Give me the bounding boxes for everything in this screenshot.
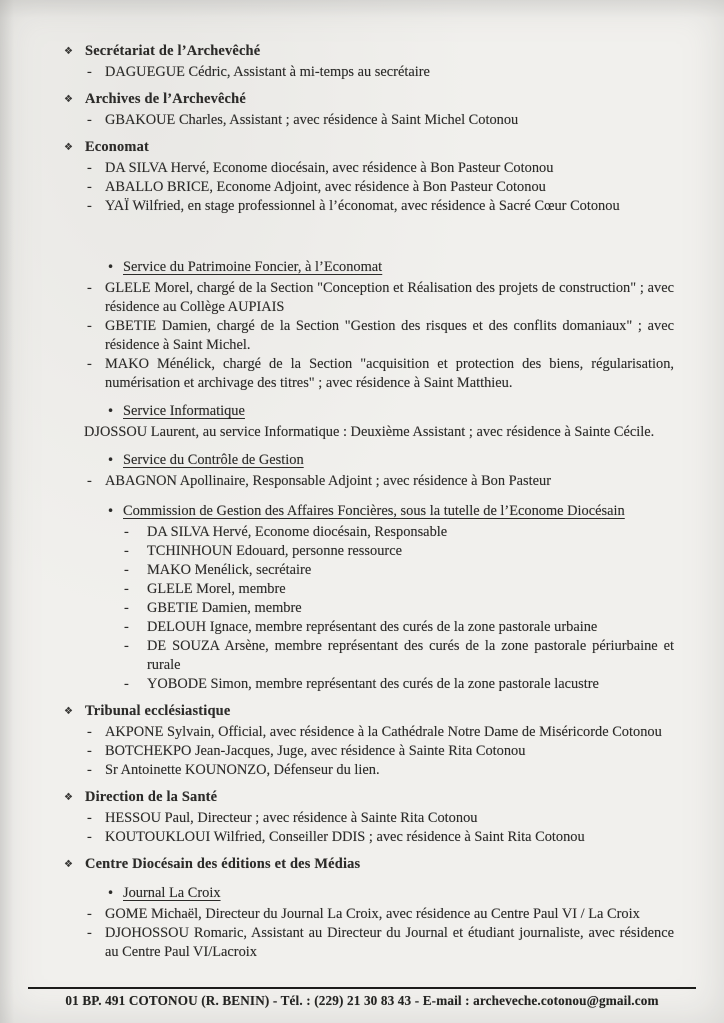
round-bullet-icon: • bbox=[107, 504, 115, 518]
dash-marker-icon: - bbox=[87, 318, 92, 334]
commission-member bbox=[124, 637, 674, 675]
entry-text: BOTCHEKPO Jean-Jacques, Juge, avec résidence à Sainte Rita Cotonou bbox=[105, 743, 526, 759]
commission-6 bbox=[64, 502, 674, 694]
entry-text: ABAGNON Apollinaire, Responsable Adjoint ; avec résidence à Bon Pasteur bbox=[105, 473, 552, 489]
directory-entry bbox=[87, 111, 674, 130]
service-title: Service du Patrimoine Foncier, à l’Economat bbox=[123, 259, 383, 275]
entry-text: HESSOU Paul, Directeur ; avec résidence à Sainte Rita Cotonou bbox=[105, 810, 478, 826]
dash-marker-icon: - bbox=[124, 600, 129, 616]
diamond-bullet-icon: ❖ bbox=[64, 94, 73, 105]
section-heading bbox=[64, 90, 674, 110]
section-heading bbox=[64, 702, 674, 722]
directory-entry bbox=[87, 809, 674, 828]
service-title: Journal La Croix bbox=[123, 885, 221, 901]
entry-text: YOBODE Simon, membre représentant des curés de la zone pastorale lacustre bbox=[147, 676, 599, 692]
entry-text: GBETIE Damien, chargé de la Section "Gestion des risques et des conflits domaniaux" ; avec résidence à Saint Michel. bbox=[105, 318, 674, 353]
entry-text: DAGUEGUE Cédric, Assistant à mi-temps au secrétaire bbox=[105, 64, 430, 80]
section-heading bbox=[64, 788, 674, 808]
section-heading bbox=[64, 42, 674, 62]
section-title: Direction de la Santé bbox=[85, 789, 218, 805]
section-0 bbox=[64, 42, 674, 82]
section-title: Tribunal ecclésiastique bbox=[85, 703, 231, 719]
directory-entry bbox=[87, 317, 674, 355]
dash-marker-icon: - bbox=[124, 562, 129, 578]
section-7 bbox=[64, 702, 674, 780]
directory-entry bbox=[87, 828, 674, 847]
diamond-bullet-icon: ❖ bbox=[64, 859, 73, 870]
section-title: Centre Diocésain des éditions et des Médias bbox=[85, 856, 361, 872]
commission-member bbox=[124, 599, 674, 618]
directory-content bbox=[64, 42, 674, 962]
dash-marker-icon: - bbox=[87, 743, 92, 759]
dash-marker-icon: - bbox=[124, 524, 129, 540]
dash-marker-icon: - bbox=[87, 112, 92, 128]
directory-entry bbox=[87, 742, 674, 761]
directory-entry bbox=[87, 355, 674, 393]
directory-entry bbox=[87, 178, 674, 197]
entry-text: GOME Michaël, Directeur du Journal La Croix, avec résidence au Centre Paul VI / La Croix bbox=[105, 906, 640, 922]
section-title: Economat bbox=[85, 139, 149, 155]
service-title: Commission de Gestion des Affaires Foncières, sous la tutelle de l’Econome Diocésain bbox=[123, 503, 625, 519]
dash-marker-icon: - bbox=[87, 198, 92, 214]
dash-marker-icon: - bbox=[124, 619, 129, 635]
dash-marker-icon: - bbox=[124, 581, 129, 597]
service-heading bbox=[64, 402, 674, 421]
dash-marker-icon: - bbox=[87, 473, 92, 489]
directory-entry bbox=[87, 905, 674, 924]
entry-text: GBETIE Damien, membre bbox=[147, 600, 302, 616]
service-heading bbox=[64, 258, 674, 277]
directory-entry bbox=[87, 924, 674, 962]
footer-contact-line: 01 BP. 491 COTONOU (R. BENIN) - Tél. : (229) 21 30 83 43 - E-mail : archeveche.cotonou@gmail.com bbox=[65, 993, 659, 1008]
directory-entry bbox=[87, 197, 674, 216]
directory-entry bbox=[87, 723, 674, 742]
footer-rule bbox=[28, 987, 696, 989]
diamond-bullet-icon: ❖ bbox=[64, 142, 73, 153]
diamond-bullet-icon: ❖ bbox=[64, 706, 73, 717]
entry-text: GBAKOUE Charles, Assistant ; avec résidence à Saint Michel Cotonou bbox=[105, 112, 519, 128]
dash-marker-icon: - bbox=[87, 906, 92, 922]
commission-member bbox=[124, 675, 674, 694]
section-title: Archives de l’Archevêché bbox=[85, 91, 246, 107]
round-bullet-icon: • bbox=[107, 260, 115, 274]
directory-entry bbox=[87, 279, 674, 317]
entry-text: DJOHOSSOU Romaric, Assistant au Directeur du Journal et étudiant journaliste, avec résidence au Centre Paul VI/Lacroix bbox=[105, 925, 674, 960]
entry-text: AKPONE Sylvain, Official, avec résidence à la Cathédrale Notre Dame de Miséricorde Cotonou bbox=[105, 724, 662, 740]
directory-entry bbox=[87, 761, 674, 780]
section-heading bbox=[64, 855, 674, 875]
dash-marker-icon: - bbox=[87, 829, 92, 845]
dash-marker-icon: - bbox=[124, 543, 129, 559]
dash-marker-icon: - bbox=[87, 810, 92, 826]
entry-text: MAKO Menélick, secrétaire bbox=[147, 562, 312, 578]
service-title: Service du Contrôle de Gestion bbox=[123, 452, 304, 468]
dash-marker-icon: - bbox=[87, 356, 92, 372]
commission-member bbox=[124, 561, 674, 580]
section-8 bbox=[64, 788, 674, 847]
commission-member bbox=[124, 618, 674, 637]
dash-marker-icon: - bbox=[87, 160, 92, 176]
dash-marker-icon: - bbox=[124, 638, 129, 654]
entry-text: DE SOUZA Arsène, membre représentant des curés de la zone pastorale périurbaine et rurale bbox=[147, 638, 674, 673]
entry-text: YAÏ Wilfried, en stage professionnel à l’économat, avec résidence à Sacré Cœur Cotonou bbox=[105, 198, 620, 214]
directory-entry: DJOSSOU Laurent, au service Informatique : Deuxième Assistant ; avec résidence à Sainte Cécile. bbox=[84, 424, 655, 440]
entry-text: MAKO Ménélick, chargé de la Section "acquisition et protection des biens, régularisation, numérisation et archivage des titres" ; avec résidence à Saint Matthieu. bbox=[105, 356, 674, 391]
round-bullet-icon: • bbox=[107, 886, 115, 900]
directory-entry bbox=[87, 63, 674, 82]
dash-marker-icon: - bbox=[87, 762, 92, 778]
entry-text: TCHINHOUN Edouard, personne ressource bbox=[147, 543, 402, 559]
dash-marker-icon: - bbox=[87, 280, 92, 296]
entry-text: GLELE Morel, membre bbox=[147, 581, 286, 597]
dash-marker-icon: - bbox=[87, 925, 92, 941]
commission-member bbox=[124, 580, 674, 599]
round-bullet-icon: • bbox=[107, 453, 115, 467]
service-3 bbox=[64, 258, 674, 393]
commission-member bbox=[124, 523, 674, 542]
dash-marker-icon: - bbox=[87, 64, 92, 80]
entry-text: GLELE Morel, chargé de la Section "Conception et Réalisation des projets de construction" ; avec résidence au Collège AUPIAIS bbox=[105, 280, 674, 315]
dash-marker-icon: - bbox=[124, 676, 129, 692]
directory-entry bbox=[87, 472, 674, 491]
section-1 bbox=[64, 90, 674, 130]
service-10 bbox=[64, 884, 674, 962]
section-9 bbox=[64, 855, 674, 875]
service-5 bbox=[64, 451, 674, 491]
dash-marker-icon: - bbox=[87, 724, 92, 740]
service-4 bbox=[64, 402, 674, 442]
service-heading bbox=[64, 451, 674, 470]
round-bullet-icon: • bbox=[107, 404, 115, 418]
entry-text: KOUTOUKLOUI Wilfried, Conseiller DDIS ; avec résidence à Saint Rita Cotonou bbox=[105, 829, 585, 845]
entry-text: DA SILVA Hervé, Econome diocésain, Responsable bbox=[147, 524, 448, 540]
service-heading bbox=[64, 884, 674, 903]
directory-entry bbox=[87, 159, 674, 178]
service-heading bbox=[64, 502, 674, 521]
diamond-bullet-icon: ❖ bbox=[64, 792, 73, 803]
entry-text: Sr Antoinette KOUNONZO, Défenseur du lien. bbox=[105, 762, 380, 778]
dash-marker-icon: - bbox=[87, 179, 92, 195]
entry-text: ABALLO BRICE, Econome Adjoint, avec résidence à Bon Pasteur Cotonou bbox=[105, 179, 546, 195]
service-title: Service Informatique bbox=[123, 403, 245, 419]
section-2 bbox=[64, 138, 674, 216]
section-heading bbox=[64, 138, 674, 158]
entry-text: DA SILVA Hervé, Econome diocésain, avec résidence à Bon Pasteur Cotonou bbox=[105, 160, 554, 176]
entry-text: DELOUH Ignace, membre représentant des curés de la zone pastorale urbaine bbox=[147, 619, 598, 635]
section-title: Secrétariat de l’Archevêché bbox=[85, 43, 261, 59]
diamond-bullet-icon: ❖ bbox=[64, 46, 73, 57]
page-footer bbox=[0, 987, 724, 1009]
commission-member bbox=[124, 542, 674, 561]
